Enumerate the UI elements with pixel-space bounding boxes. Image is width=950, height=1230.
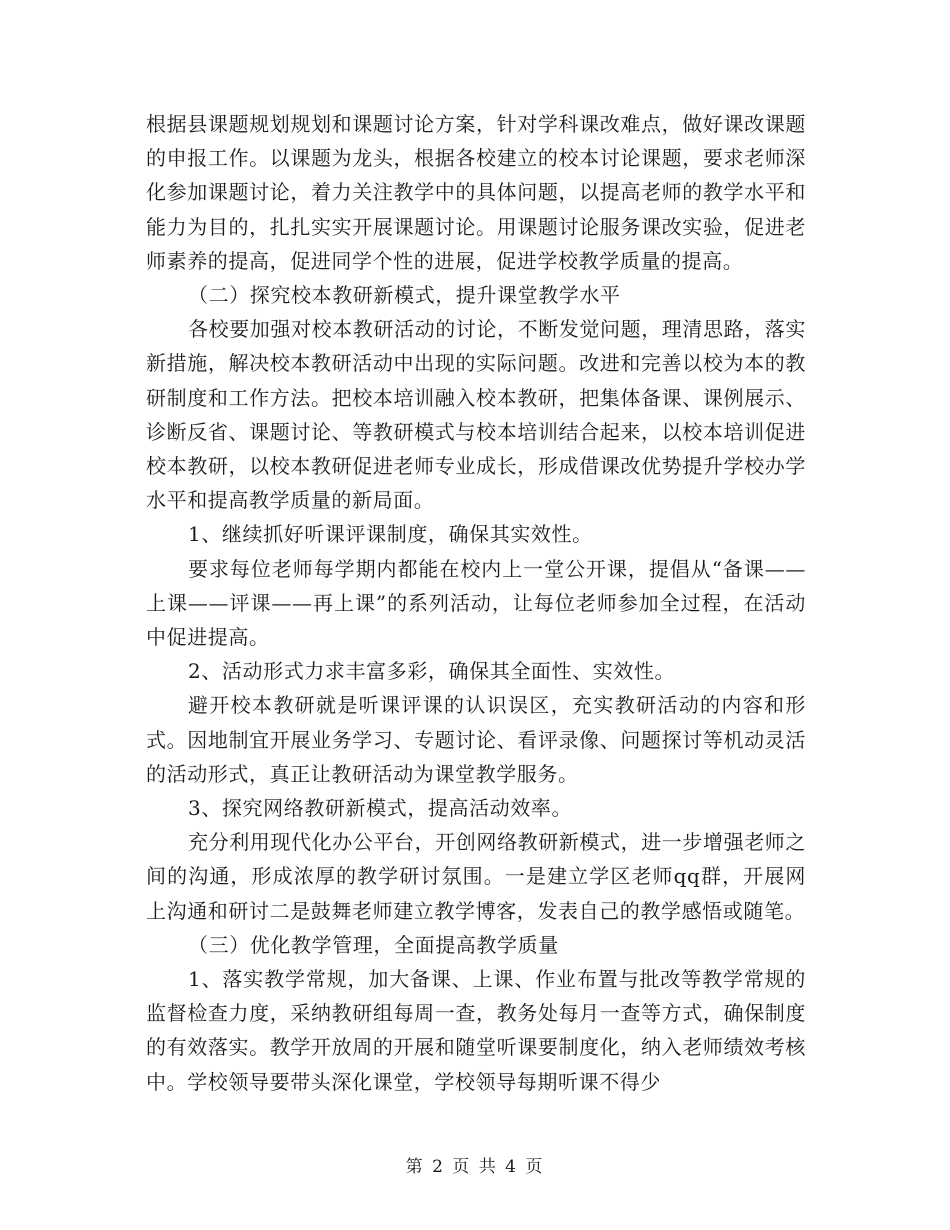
paragraph-1: 根据县课题规划规划和课题讨论方案，针对学科课改难点，做好课改课题的申报工作。以课题为龙头，根据各校建立的校本讨论课题，要求老师深化参加课题讨论，着力关注教学中的具体问题，以提高老师的教学水平和能力为目的，扎扎实实开展课题讨论。用课题讨论服务课改实验，促进老师素养的提高，促进同学个性的进展，促进学校教学质量的提高。 (146, 112, 806, 273)
paragraph-9: 充分利用现代化办公平台，开创网络教研新模式，进一步增强老师之间的沟通，形成浓厚的教学研讨氛围。一是建立学区老师qq群，开展网上沟通和研讨二是鼓舞老师建立教学博客，发表自己的教学感悟或随笔。 (146, 830, 806, 923)
subheading-3: 3、探究网络教研新模式，提高活动效率。 (188, 796, 573, 821)
subheading-1: 1、继续抓好听课评课制度，确保其实效性。 (188, 522, 593, 547)
paragraph-7: 避开校本教研就是听课评课的认识误区，充实教研活动的内容和形式。因地制宜开展业务学习、专题讨论、看评录像、问题探讨等机动灵活的活动形式，真正让教研活动为课堂教学服务。 (146, 693, 806, 786)
section-heading-3: （三）优化教学管理，全面提高教学质量 (188, 932, 559, 957)
page-number-footer: 第 2 页 共 4 页 (405, 1157, 545, 1177)
section-heading-2: （二）探究校本教研新模式，提升课堂教学水平 (188, 283, 621, 308)
paragraph-5: 要求每位老师每学期内都能在校内上一堂公开课，提倡从“备课——上课——评课——再上课”的系列活动，让每位老师参加全过程，在活动中促进提高。 (146, 556, 806, 650)
paragraph-11: 1、落实教学常规，加大备课、上课、作业布置与批改等教学常规的监督检查力度，采纳教研组每周一查，教务处每月一查等方式，确保制度的有效落实。教学开放周的开展和随堂听课要制度化，纳入老师绩效考核中。学校领导要带头深化课堂，学校领导每期听课不得少 (146, 967, 806, 1094)
subheading-2: 2、活动形式力求丰富多彩，确保其全面性、实效性。 (188, 659, 676, 684)
document-body (146, 107, 806, 1099)
paragraph-3: 各校要加强对校本教研活动的讨论，不断发觉问题，理清思路，落实新措施，解决校本教研活动中出现的实际问题。改进和完善以校为本的教研制度和工作方法。把校本培训融入校本教研，把集体备课、课例展示、诊断反省、课题讨论、等教研模式与校本培训结合起来，以校本培训促进校本教研，以校本教研促进老师专业成长，形成借课改优势提升学校办学水平和提高教学质量的新局面。 (146, 317, 806, 513)
